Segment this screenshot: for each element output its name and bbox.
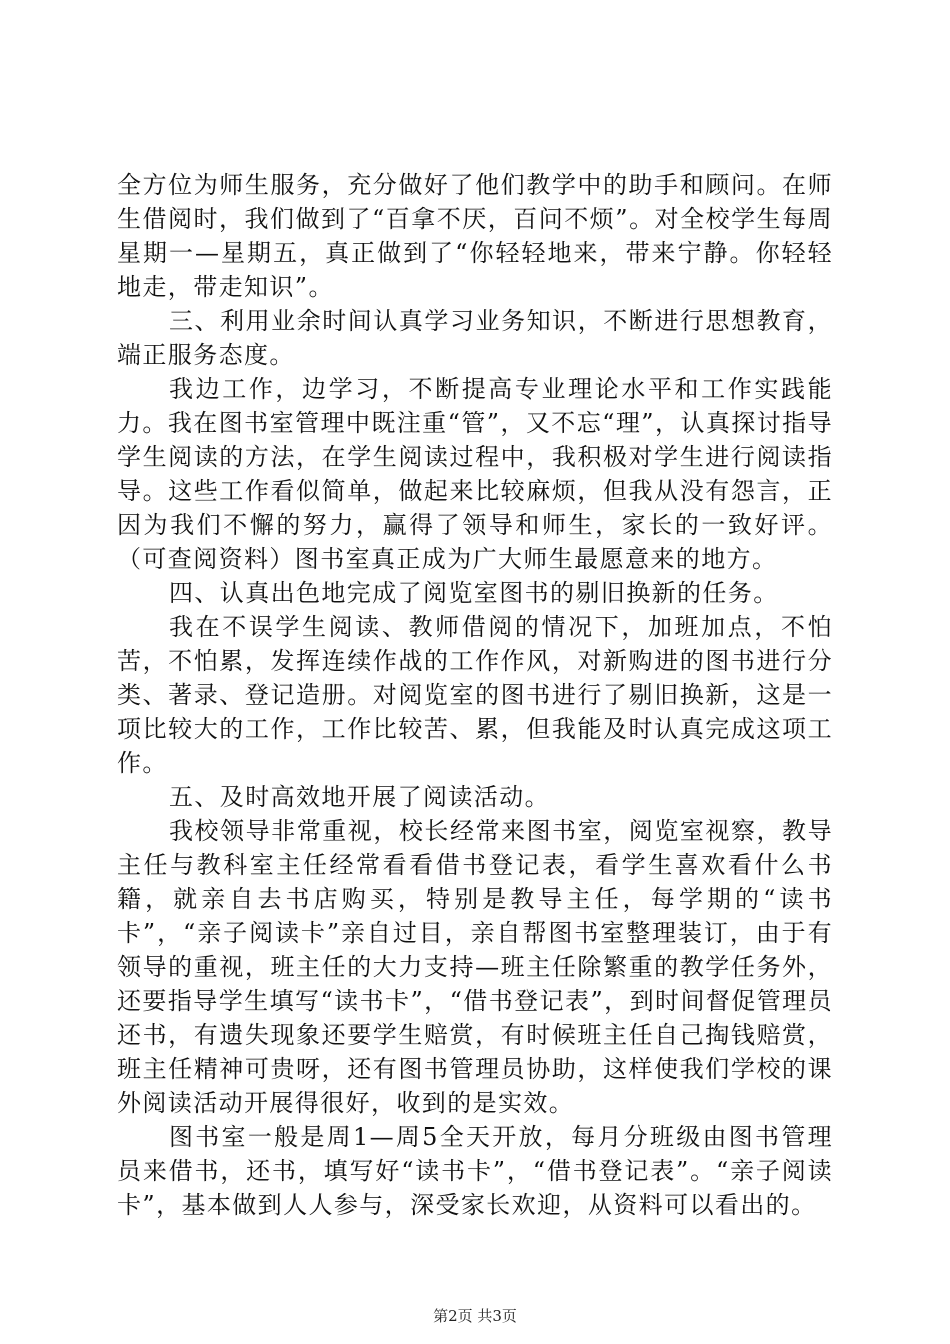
paragraph: 我在不误学生阅读、教师借阅的情况下，加班加点，不怕苦，不怕累，发挥连续作战的工作作风，对新购进的图书进行分类、著录、登记造册。对阅览室的图书进行了剔旧换新，这是一项比较大的工作，工作比较苦、累，但我能及时认真完成这项工作。 [117, 613, 833, 777]
paragraph: 我边工作，边学习，不断提高专业理论水平和工作实践能力。我在图书室管理中既注重“管”，又不忘“理”，认真探讨指导学生阅读的方法，在学生阅读过程中，我积极对学生进行阅读指导。这些工作看似简单，做起来比较麻烦，但我从没有怨言，正因为我们不懈的努力，赢得了领导和师生，家长的一致好评。（可查阅资料）图书室真正成为广大师生最愿意来的地方。 [117, 375, 833, 573]
paragraph-continuation: 全方位为师生服务，充分做好了他们教学中的助手和顾问。在师生借阅时，我们做到了“百拿不厌，百问不烦”。对全校学生每周星期一—星期五，真正做到了“你轻轻地来，带来宁静。你轻轻地走，带走知识”。 [117, 171, 833, 301]
document-body [117, 168, 833, 1222]
page-number-footer: 第2页 共3页 [433, 1307, 517, 1325]
section-heading-5: 五、及时高效地开展了阅读活动。 [169, 783, 550, 811]
paragraph: 我校领导非常重视，校长经常来图书室，阅览室视察，教导主任与教科室主任经常看看借书登记表，看学生喜欢看什么书籍，就亲自去书店购买，特别是教导主任，每学期的“读书卡”，“亲子阅读卡”亲自过目，亲自帮图书室整理装订，由于有领导的重视，班主任的大力支持—班主任除繁重的教学任务外，还要指导学生填写“读书卡”，“借书登记表”，到时间督促管理员还书，有遗失现象还要学生赔赏，有时候班主任自己掏钱赔赏，班主任精神可贵呀，还有图书管理员协助，这样使我们学校的课外阅读活动开展得很好，收到的是实效。 [117, 817, 833, 1117]
paragraph: 图书室一般是周1—周5全天开放，每月分班级由图书管理员来借书，还书，填写好“读书卡”，“借书登记表”。“亲子阅读卡”，基本做到人人参与，深受家长欢迎，从资料可以看出的。 [117, 1123, 833, 1219]
section-heading-3: 三、利用业余时间认真学习业务知识，不断进行思想教育，端正服务态度。 [117, 307, 833, 369]
section-heading-4: 四、认真出色地完成了阅览室图书的剔旧换新的任务。 [169, 579, 779, 607]
